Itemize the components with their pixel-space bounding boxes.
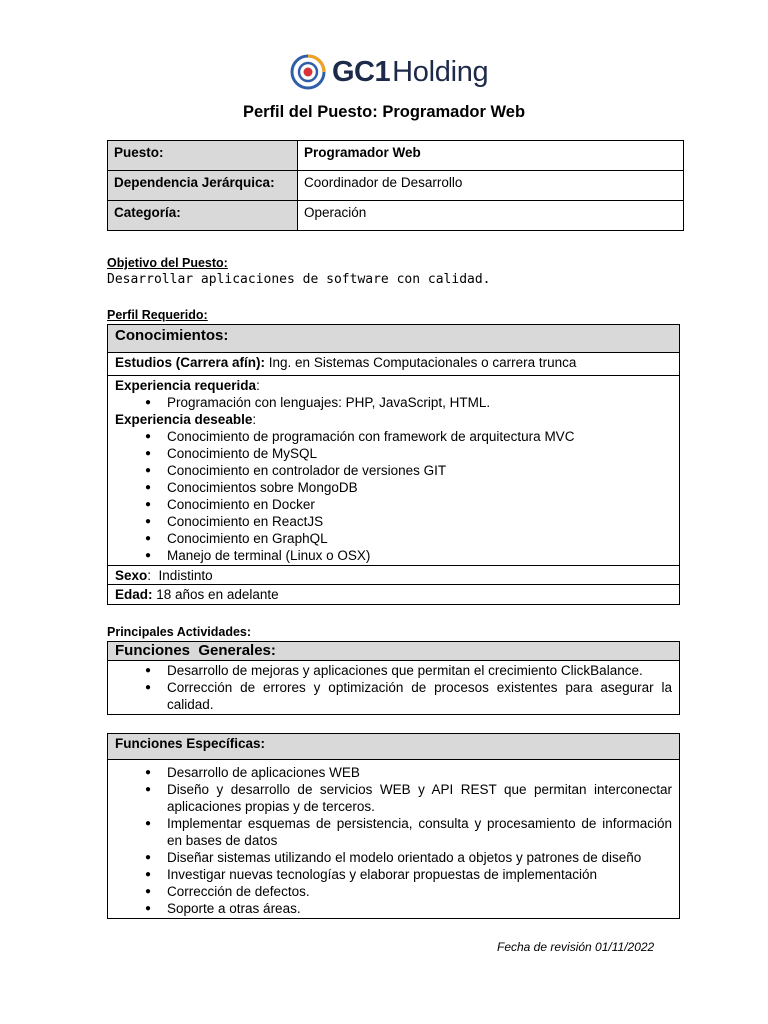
info-value: Coordinador de Desarrollo: [298, 171, 684, 201]
list-item: ● Conocimiento en controlador de versiones GIT: [115, 462, 672, 479]
logo-icon: [290, 54, 326, 90]
desired-experience-list: [115, 428, 672, 564]
info-key: Categoría:: [108, 201, 298, 231]
list-item: ● Desarrollo de aplicaciones WEB: [115, 764, 672, 781]
specific-functions-row: [108, 760, 679, 918]
info-value: Operación: [298, 201, 684, 231]
table-row: [108, 141, 684, 171]
info-table: [107, 140, 684, 231]
list-item: ● Manejo de terminal (Linux o OSX): [115, 547, 672, 564]
list-item: ● Soporte a otras áreas.: [115, 900, 672, 917]
studies-value: Ing. en Sistemas Computacionales o carrera trunca: [265, 355, 577, 370]
list-item: ● Conocimiento en Docker: [115, 496, 672, 513]
company-logo: [290, 50, 488, 94]
list-item: ● Conocimiento en GraphQL: [115, 530, 672, 547]
experience-row: Experiencia requerida: ● Programación con lenguajes: PHP, JavaScript, HTML. Experiencia deseable: ● Conocimiento de programación con framework de arquitectura MVC ● Conocimiento de MySQL ● Conocimiento en controlador de versiones GIT ● Conocimientos sobre MongoDB ● Conocimiento en Docker ● Conocimiento en ReactJS ● Conocimiento en GraphQL ● Manejo de terminal (Linux o OSX): [108, 376, 679, 566]
specific-functions-box: [107, 733, 680, 919]
general-functions-list: [115, 662, 672, 713]
age-label: Edad:: [115, 587, 153, 602]
general-functions-header: Funciones Generales:: [108, 642, 679, 661]
list-item: ● Diseñar sistemas utilizando el modelo orientado a objetos y patrones de diseño: [115, 849, 672, 866]
info-value: Programador Web: [298, 141, 684, 171]
specific-functions-list: [115, 764, 672, 917]
age-value: 18 años en adelante: [152, 587, 279, 602]
activities-label: Principales Actividades:: [107, 625, 252, 639]
info-key: Dependencia Jerárquica:: [108, 171, 298, 201]
list-item: ● Conocimientos sobre MongoDB: [115, 479, 672, 496]
info-key: Puesto:: [108, 141, 298, 171]
page-title: Perfil del Puesto: Programador Web: [242, 103, 526, 121]
sex-row: Sexo: Indistinto: [108, 566, 679, 585]
list-item: ● Desarrollo de mejoras y aplicaciones que permitan el crecimiento ClickBalance.: [115, 662, 672, 679]
desired-experience-label: Experiencia deseable: [115, 412, 253, 427]
sex-value: Indistinto: [151, 568, 213, 583]
list-item: ● Programación con lenguajes: PHP, JavaScript, HTML.: [115, 394, 672, 411]
list-item: ● Conocimiento en ReactJS: [115, 513, 672, 530]
studies-label: Estudios (Carrera afín):: [115, 355, 266, 370]
general-functions-box: [107, 641, 680, 715]
specific-functions-header: Funciones Específicas:: [108, 734, 679, 760]
list-item: ● Implementar esquemas de persistencia, consulta y procesamiento de información en bases de datos: [115, 815, 672, 849]
profile-box: [107, 324, 680, 605]
age-row: [108, 585, 679, 604]
objective-text: Desarrollar aplicaciones de software con calidad.: [107, 272, 491, 287]
revision-date: Fecha de revisión 01/11/2022: [497, 940, 655, 954]
list-item: ● Investigar nuevas tecnologías y elaborar propuestas de implementación: [115, 866, 672, 883]
table-row: [108, 201, 684, 231]
table-row: [108, 171, 684, 201]
studies-row: [108, 353, 679, 376]
list-item: ● Corrección de errores y optimización de procesos existentes para asegurar la calidad.: [115, 679, 672, 713]
list-item: ● Conocimiento de programación con framework de arquitectura MVC: [115, 428, 672, 445]
required-experience-label: Experiencia requerida: [115, 378, 257, 393]
profile-label: Perfil Requerido:: [107, 308, 208, 322]
list-item: ● Diseño y desarrollo de servicios WEB y API REST que permitan interconectar aplicaciones propias y de terceros.: [115, 781, 672, 815]
list-item: ● Conocimiento de MySQL: [115, 445, 672, 462]
required-experience-list: [115, 394, 672, 411]
objective-label: Objetivo del Puesto:: [107, 256, 228, 270]
list-item: ● Corrección de defectos.: [115, 883, 672, 900]
logo-brand-bold: GC1: [332, 55, 391, 88]
general-functions-row: [108, 661, 679, 714]
sex-label: Sexo: [115, 568, 148, 583]
logo-brand-light: Holding: [392, 55, 489, 88]
knowledge-header: Conocimientos:: [108, 325, 679, 353]
